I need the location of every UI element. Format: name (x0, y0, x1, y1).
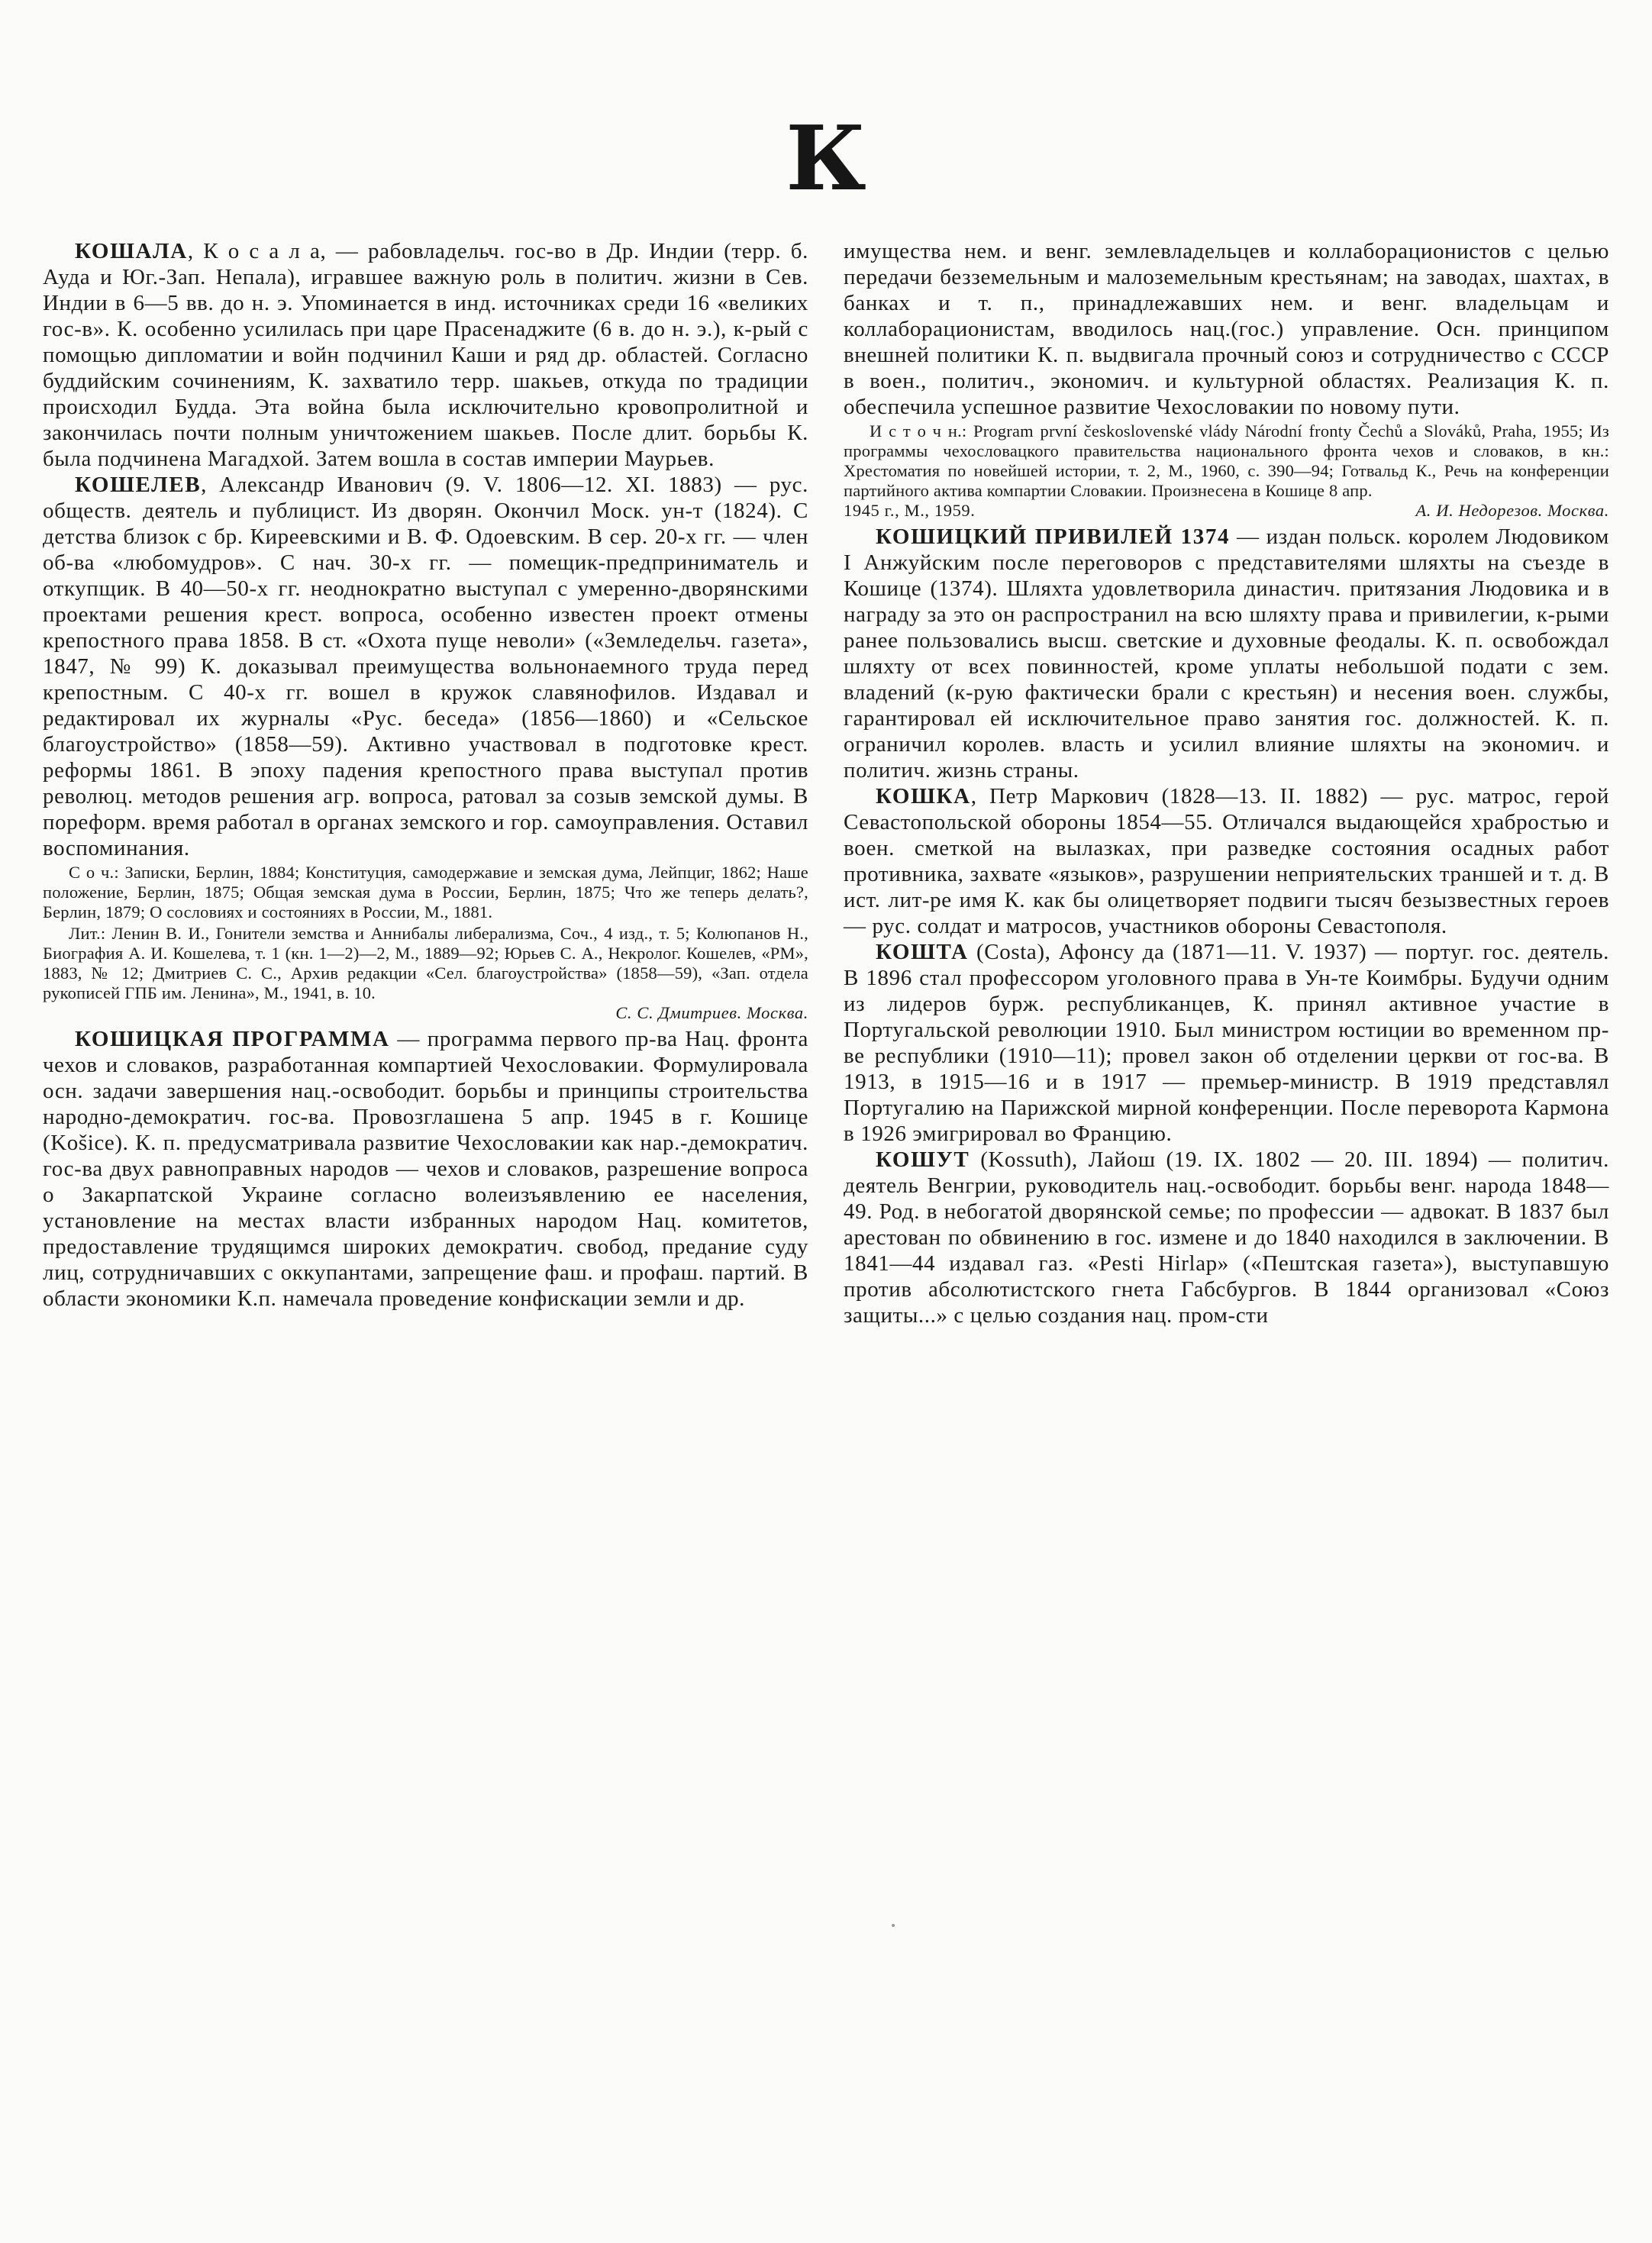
koshelev-literature-note (43, 924, 808, 1003)
koshelev-works-text: С о ч.: Записки, Берлин, 1884; Конституция, самодержавие и земская дума, Лейпциг, 1862; Наше положение, Берлин, 1875; Общая земская дума в России, Берлин, 1875; Что же теперь делать?, Берлин, 1879; О сословиях и состояниях в России, М., 1881. (43, 863, 808, 921)
entry-koshta-text: (Costa), Афонсу да (1871—11. V. 1937) — португ. гос. деятель. В 1896 стал профессором уголовного права в Ун-те Коимбры. Будучи одним из лидеров бурж. республиканцев, К. принял активное участие в Португальской революции 1910. Был министром юстиции во временном пр-ве республики (1910—11); провел закон об отделении церкви от гос-ва. В 1913, в 1915—16 и в 1917 — премьер-министр. В 1919 представлял Португалию на Парижской мирной конференции. После переворота Кармона в 1926 эмигрировал во Францию. (844, 940, 1609, 1146)
koshelev-author-signature-text: С. С. Дмитриев. Москва. (615, 1003, 808, 1022)
entry-koshitsky-privilei (844, 524, 1609, 783)
koshelev-author-signature (43, 1003, 808, 1023)
text-columns (43, 238, 1609, 1328)
entry-koshitskaya-programma (43, 1026, 808, 1312)
entry-koshelev (43, 472, 808, 861)
entry-koshut-text: (Kossuth), Лайош (19. IX. 1802 — 20. III. 1894) — политич. деятель Венгрии, руководитель нац.-освободит. борьбы венг. народа 1848—49. Род. в небогатой дворянской семье; по профессии — адвокат. В 1837 был арестован по обвинению в гос. измене и до 1840 находился в заключении. В 1841—44 издавал газ. «Pesti Hirlap» («Пештская газета»), выступавшую против абсолютистского гнета Габсбургов. В 1844 организовал «Союз защиты...» с целью создания нац. пром-сти (844, 1147, 1609, 1328)
entry-koshut (844, 1147, 1609, 1328)
koshitskaya-sources-tail: 1945 г., М., 1959. (844, 501, 976, 520)
entry-koshitsky-privilei-text: — издан польск. королем Людовиком I Анжуйским после переговоров с представителями шляхты на съезде в Кошице (1374). Шляхта удовлетворила династич. притязания Людовика и в награду за это он распространил на всю шляхту права и привилегии, к-рыми ранее пользовались высш. светские и духовные феодалы. К. п. освобождал шляхту от всех повинностей, кроме уплаты небольшой подати с зем. владений (к-рую фактически брали с крестьян) и несения воен. службы, гарантировал ей исключительное право занятия гос. должностей. К. п. ограничил королев. власть и усилил влияние шляхты на экономич. и политич. жизнь страны. (844, 524, 1610, 783)
koshitskaya-sources-text: И с т о ч н.: Program první československé vlády Národní fronty Čechů a Slováků, Praha, 1955; Из программы чехословацкого правительства национального фронта чехов и словаков, в кн.: Хрестоматия по новейшей истории, т. 2, М., 1960, с. 390—94; Готвальд К., Речь на конференции партийного актива компартии Словакии. Произнесена в Кошице 8 апр. (844, 421, 1609, 500)
headword-koshitsky-privilei: КОШИЦКИЙ ПРИВИЛЕЙ 1374 (876, 524, 1231, 549)
entry-koshka (844, 783, 1609, 939)
entry-koshala-text: , К о с а л а, — рабовладельч. гос-во в Др. Индии (терр. б. Ауда и Юг.-Зап. Непала), игравшее важную роль в политич. жизни в Сев. Индии в 6—5 вв. до н. э. Упоминается в инд. источниках среди 16 «великих гос-в». К. особенно усилилась при царе Прасенаджите (6 в. до н. э.), к-рый с помощью дипломатии и войн подчинил Каши и ряд др. областей. Согласно буддийским сочинениям, К. захватило терр. шакьев, откуда по традиции происходил Будда. Эта война была исключительно кровопролитной и закончилась почти полным уничтожением шакьев. После длит. борьбы К. была подчинена Магадхой. Затем вошла в состав империи Маурьев. (43, 239, 808, 471)
entry-koshelev-text: , Александр Иванович (9. V. 1806—12. XI. 1883) — рус. обществ. деятель и публицист. Из дворян. Окончил Моск. ун-т (1824). С детства близок с бр. Киреевскими и В. Ф. Одоевским. В сер. 20-х гг. — член об-ва «любомудров». С нач. 30-х гг. — помещик-предприниматель и откупщик. В 40—50-х гг. неоднократно выступал с умеренно-дворянскими проектами решения крест. вопроса, особенно известен проект отмены крепостного права 1858. В ст. «Охота пуще неволи» («Земледельч. газета», 1847, № 99) К. доказывал преимущества вольнонаемного труда перед крепостным. С 40-х гг. вошел в кружок славянофилов. Издавал и редактировал их журналы «Рус. беседа» (1856—1860) и «Сельское благоустройство» (1858—59). Активно участвовал в подготовке крест. реформы 1861. В эпоху падения крепостного права выступал против революц. методов решения агр. вопроса, ратовал за созыв земской думы. В пореформ. время работал в органах земского и гор. самоуправления. Оставил воспоминания. (43, 473, 808, 860)
koshitskaya-programma-continuation-text: имущества нем. и венг. землевладельцев и коллаборационистов с целью передачи безземельным и малоземельным крестьянам; на заводах, шахтах, в банках и т. п., принадлежавших нем. и венг. владельцам и коллаборационистам, вводилось нац.(гос.) управление. Осн. принципом внешней политики К. п. выдвигала прочный союз и сотрудничество с СССР в воен., политич., экономич. и культурной областях. Реализация К. п. обеспечила успешное развитие Чехословакии по новому пути. (844, 239, 1609, 419)
left-column (43, 238, 808, 1328)
koshelev-literature-text: Лит.: Ленин В. И., Гонители земства и Аннибалы либерализма, Соч., 4 изд., т. 5; Колюпанов Н., Биография А. И. Кошелева, т. 1 (кн. 1—2)—2, М., 1889—92; Юрьев С. А., Некролог. Кошелев, «РМ», 1883, № 12; Дмитриев С. С., Архив редакции «Сел. благоустройства» (1858—59), «Зап. отдела рукописей ГПБ им. Ленина», М., 1941, в. 10. (43, 924, 808, 1002)
koshitskaya-author-signature: А. И. Недорезов. Москва. (1415, 501, 1609, 520)
headword-koshka: КОШКА (876, 784, 971, 808)
entry-koshala (43, 238, 808, 472)
scan-artifact-dot (892, 1924, 895, 1927)
entry-koshta (844, 939, 1609, 1147)
entry-koshka-text: , Петр Маркович (1828—13. II. 1882) — рус. матрос, герой Севастопольской обороны 1854—55. Отличался выдающейся храбростью и воен. сметкой на вылазках, при разведке состояния осадных работ противника, захвате «языков», разрушении неприятельских траншей и т. д. В ист. лит-ре имя К. как бы олицетворяет подвиги тысяч безызвестных героев — рус. солдат и матросов, участников обороны Севастополя. (844, 784, 1609, 938)
headword-koshut: КОШУТ (876, 1147, 970, 1172)
entry-koshitskaya-programma-text: — программа первого пр-ва Нац. фронта чехов и словаков, разработанная компартией Чехословакии. Формулировала осн. задачи завершения нац.-освободит. борьбы и принципы строительства народно-демократич. гос-ва. Провозглашена 5 апр. 1945 в г. Кошице (Košice). К. п. предусматривала развитие Чехословакии как нар.-демократич. гос-ва двух равноправных народов — чехов и словаков, разрешение вопроса о Закарпатской Украине согласно волеизъявлению ее населения, установление на местах власти избранных народом Нац. комитетов, предоставление трудящимся широких демократич. свобод, предание суду лиц, сотрудничавших с оккупантами, запрещение фаш. и профаш. партий. В области экономики К.п. намечала проведение конфискации земли и др. (43, 1027, 809, 1311)
headword-koshitskaya-programma: КОШИЦКАЯ ПРОГРАММА (75, 1027, 390, 1051)
koshelev-works-note (43, 863, 808, 922)
headword-koshta: КОШТА (876, 940, 969, 964)
right-column (844, 238, 1609, 1328)
koshitskaya-sources-lastline (844, 501, 1609, 521)
section-letter: К (786, 107, 866, 211)
koshitskaya-programma-continuation (844, 238, 1609, 420)
koshitskaya-sources-note (844, 421, 1609, 501)
headword-koshelev: КОШЕЛЕВ (75, 473, 202, 497)
headword-koshala: КОШАЛА (75, 239, 188, 263)
